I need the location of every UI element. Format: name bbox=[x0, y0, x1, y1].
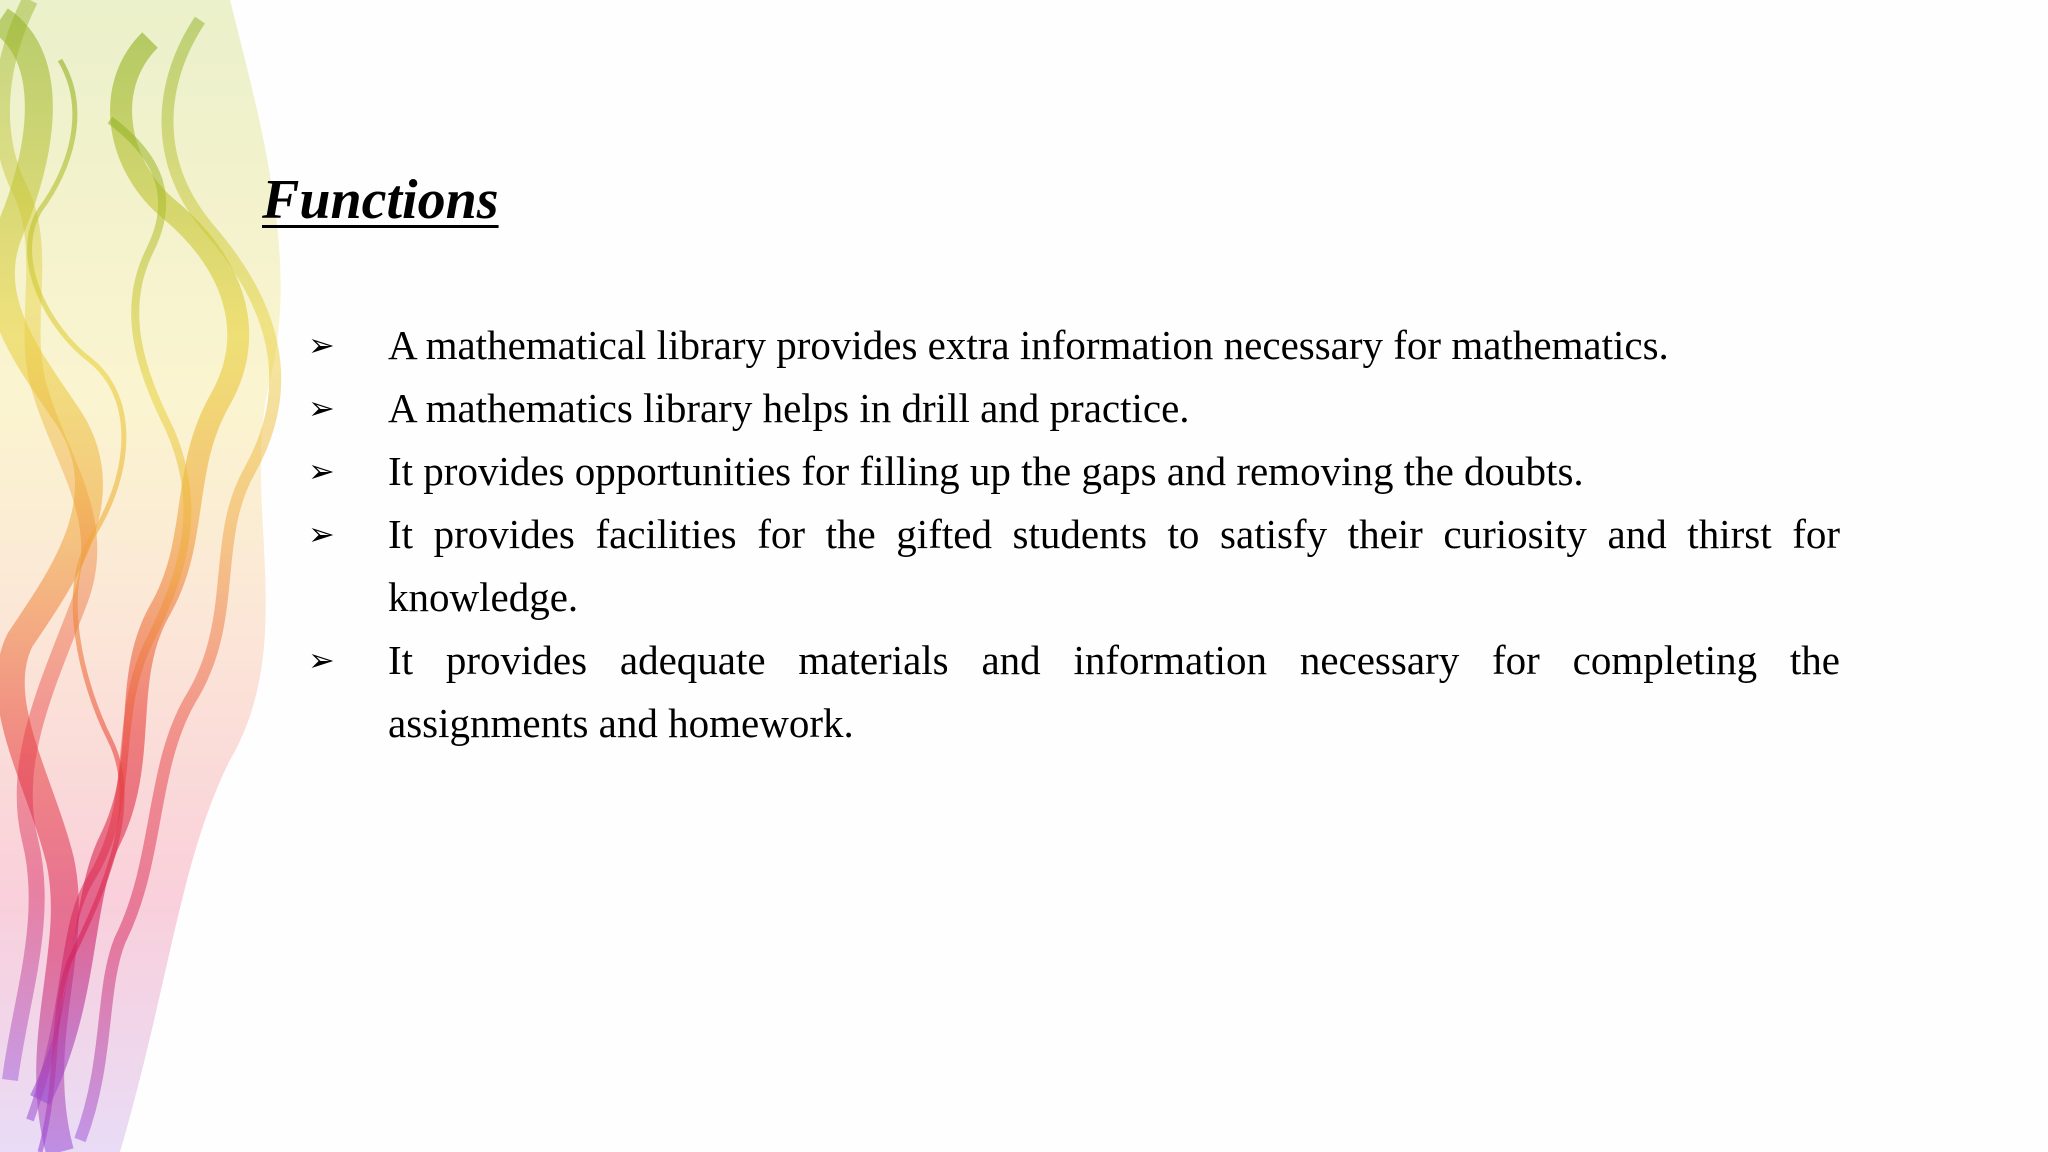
bullet-text: A mathematics library helps in drill and practice. bbox=[388, 385, 1190, 431]
arrowhead-bullet-icon: ➢ bbox=[308, 515, 335, 553]
bullet-text: It provides adequate materials and information necessary for completing the assignments and homework. bbox=[388, 637, 1840, 746]
bullet-list bbox=[308, 314, 1840, 755]
bullet-text: It provides facilities for the gifted students to satisfy their curiosity and thirst for knowledge. bbox=[388, 511, 1840, 620]
arrowhead-bullet-icon: ➢ bbox=[308, 641, 335, 679]
list-item bbox=[308, 629, 1840, 755]
arrowhead-bullet-icon: ➢ bbox=[308, 389, 335, 427]
arrowhead-bullet-icon: ➢ bbox=[308, 326, 335, 364]
list-item bbox=[308, 377, 1840, 440]
list-item bbox=[308, 314, 1840, 377]
slide-title: Functions bbox=[262, 169, 499, 231]
list-item bbox=[308, 440, 1840, 503]
bullet-text: A mathematical library provides extra information necessary for mathematics. bbox=[388, 322, 1669, 368]
bullet-text: It provides opportunities for filling up the gaps and removing the doubts. bbox=[388, 448, 1584, 494]
arrowhead-bullet-icon: ➢ bbox=[308, 452, 335, 490]
list-item bbox=[308, 503, 1840, 629]
